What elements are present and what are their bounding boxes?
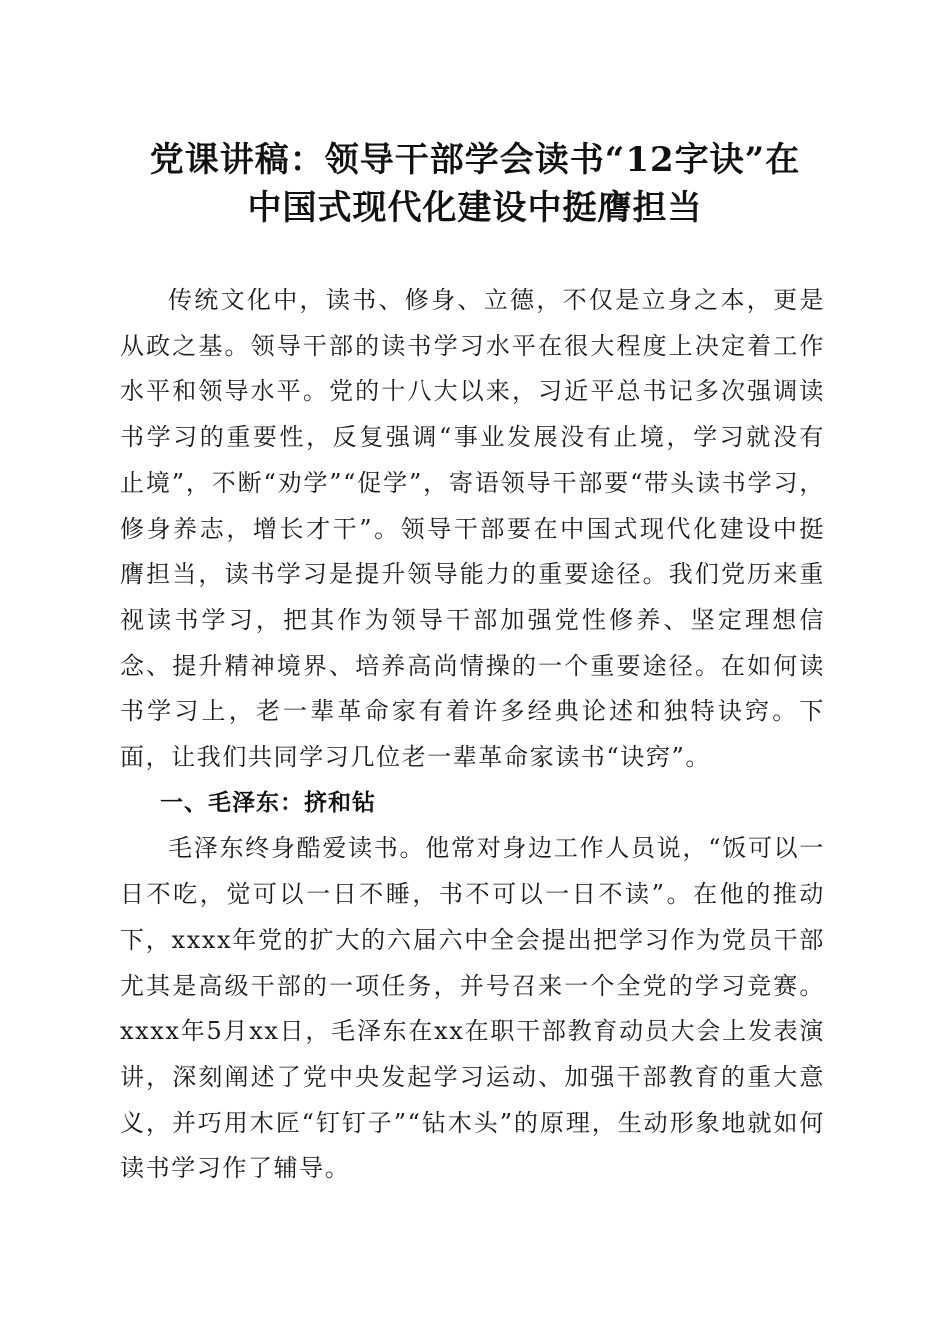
document-body bbox=[120, 278, 825, 1192]
title-line-2: 中国式现代化建设中挺膺担当 bbox=[247, 188, 703, 228]
document-title bbox=[100, 136, 850, 232]
section-heading-mao: 一、毛泽东：挤和钻 bbox=[160, 789, 376, 816]
section-body-mao: 毛泽东终身酷爱读书。他常对身边工作人员说，“饭可以一日不吃，觉可以一日不睡，书不可以一日不读”。在他的推动下，xxxx年党的扩大的六届六中全会提出把学习作为党员干部尤其是高级干部的一项任务，并号召来一个全党的学习竞赛。xxxx年5月xx日，毛泽东在xx在职干部教育动员大会上发表演讲，深刻阐述了党中央发起学习运动、加强干部教育的重大意义，并巧用木匠“钉钉子”“钻木头”的原理，生动形象地就如何读书学习作了辅导。 bbox=[120, 834, 825, 1183]
intro-paragraph: 传统文化中，读书、修身、立德，不仅是立身之本，更是从政之基。领导干部的读书学习水平在很大程度上决定着工作水平和领导水平。党的十八大以来，习近平总书记多次强调读书学习的重要性，反复强调“事业发展没有止境，学习就没有止境”，不断“劝学”“促学”，寄语领导干部要“带头读书学习，修身养志，增长才干”。领导干部要在中国式现代化建设中挺膺担当，读书学习是提升领导能力的重要途径。我们党历来重视读书学习，把其作为领导干部加强党性修养、坚定理想信念、提升精神境界、培养高尚情操的一个重要途径。在如何读书学习上，老一辈革命家有着许多经典论述和独特诀窍。下面，让我们共同学习几位老一辈革命家读书“诀窍”。 bbox=[120, 286, 825, 772]
title-line-1: 党课讲稿：领导干部学会读书“12字诀”在 bbox=[149, 140, 801, 180]
